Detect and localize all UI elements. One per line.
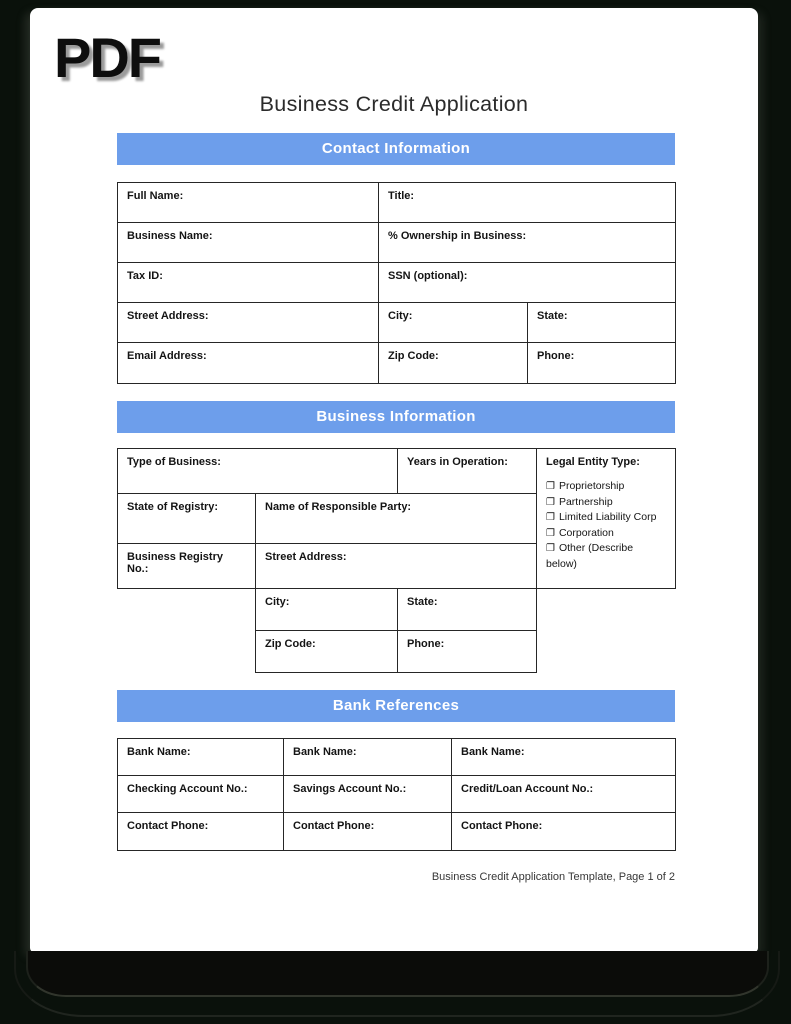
field-business-phone: Phone:	[397, 630, 537, 673]
legal-option-label: Other (Describe below)	[546, 542, 634, 570]
field-business-registry-no: Business Registry No.:	[117, 543, 256, 589]
checkbox-icon: ❐	[546, 481, 555, 492]
field-bank-name-1: Bank Name:	[118, 739, 284, 776]
bank-references-table	[117, 738, 676, 851]
pdf-logo: PDF	[54, 26, 160, 89]
field-phone: Phone:	[528, 343, 676, 384]
table-row	[118, 739, 676, 776]
contact-information-table	[117, 182, 676, 384]
field-street-address: Street Address:	[118, 303, 379, 343]
checkbox-icon: ❐	[546, 496, 555, 508]
field-ssn: SSN (optional):	[379, 263, 676, 303]
legal-entity-type-cell	[536, 448, 676, 589]
field-tax-id: Tax ID:	[118, 263, 379, 303]
legal-option-label: Corporation	[558, 526, 614, 539]
field-savings-account-no: Savings Account No.:	[284, 776, 452, 813]
business-information-table	[117, 448, 675, 672]
checkbox-icon: ❐	[546, 527, 555, 539]
section-header-contact-information	[117, 133, 675, 165]
field-state: State:	[528, 303, 676, 343]
field-contact-phone-2: Contact Phone:	[284, 813, 452, 851]
checkbox-icon: ❐	[546, 543, 555, 554]
table-row	[118, 303, 676, 343]
legal-option-label: Partnership	[558, 495, 613, 508]
legal-option-corporation	[546, 526, 666, 542]
field-contact-phone-3: Contact Phone:	[452, 813, 676, 851]
field-business-name: Business Name:	[118, 223, 379, 263]
field-business-city: City:	[255, 588, 398, 631]
field-state-of-registry: State of Registry:	[117, 493, 256, 544]
field-legal-entity-type: Legal Entity Type:	[546, 456, 640, 468]
section-header-label: Bank References	[332, 697, 460, 714]
table-row	[118, 776, 676, 813]
field-credit-loan-account-no: Credit/Loan Account No.:	[452, 776, 676, 813]
legal-option-partnership	[546, 495, 666, 511]
field-bank-name-2: Bank Name:	[284, 739, 452, 776]
field-responsible-party: Name of Responsible Party:	[255, 493, 537, 544]
table-row	[118, 343, 676, 384]
checkbox-icon: ❐	[546, 512, 555, 523]
field-years-in-operation: Years in Operation:	[397, 448, 537, 494]
field-title: Title:	[379, 183, 676, 223]
field-type-of-business: Type of Business:	[117, 448, 398, 494]
section-header-label: Business Information	[316, 408, 476, 425]
field-contact-phone-1: Contact Phone:	[118, 813, 284, 851]
field-zip-code: Zip Code:	[379, 343, 528, 384]
page-footer: Business Credit Application Template, Page 1 of 2	[431, 871, 675, 883]
section-header-business-information	[117, 401, 675, 433]
page-shadow-inner	[26, 951, 769, 997]
table-row	[118, 813, 676, 851]
field-bank-name-3: Bank Name:	[452, 739, 676, 776]
legal-entity-options-list	[546, 479, 666, 572]
pdf-page	[30, 8, 758, 952]
field-full-name: Full Name:	[118, 183, 379, 223]
legal-option-proprietorship	[546, 479, 666, 495]
legal-option-label: Proprietorship	[558, 480, 625, 492]
legal-option-label: Limited Liability Corp	[558, 511, 657, 523]
table-row	[118, 263, 676, 303]
field-ownership: % Ownership in Business:	[379, 223, 676, 263]
table-row	[118, 183, 676, 223]
field-email-address: Email Address:	[118, 343, 379, 384]
section-header-bank-references	[117, 690, 675, 722]
section-header-label: Contact Information	[321, 140, 471, 157]
field-business-state: State:	[397, 588, 537, 631]
document-title: Business Credit Application	[259, 92, 529, 116]
field-city: City:	[379, 303, 528, 343]
legal-option-limited-liability-corp	[546, 510, 666, 526]
field-checking-account-no: Checking Account No.:	[118, 776, 284, 813]
field-business-street-address: Street Address:	[255, 543, 537, 589]
field-business-zip-code: Zip Code:	[255, 630, 398, 673]
legal-option-other	[546, 541, 666, 572]
table-row	[118, 223, 676, 263]
